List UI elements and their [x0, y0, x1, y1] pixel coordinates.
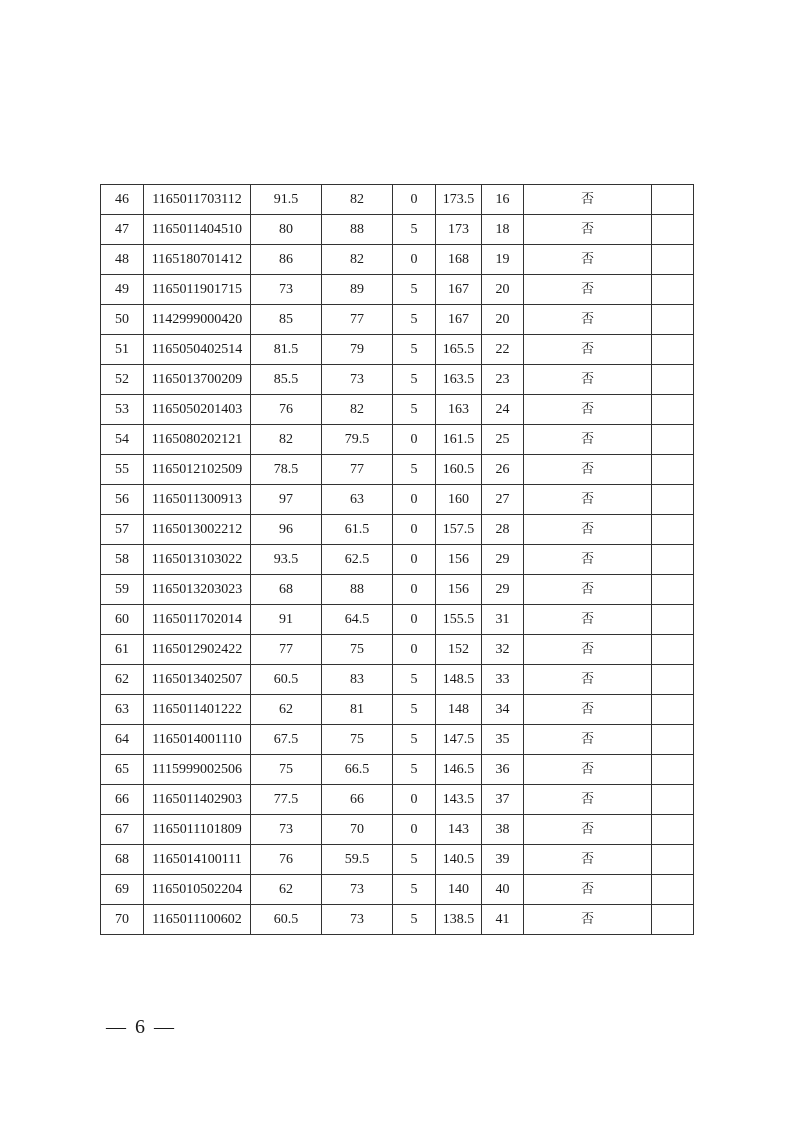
table-row	[101, 575, 694, 605]
table-row	[101, 455, 694, 485]
remarks-cell	[652, 545, 694, 575]
score-1-cell: 80	[251, 215, 322, 245]
row-index-cell: 63	[101, 695, 144, 725]
candidate-id-cell: 1165013402507	[144, 665, 251, 695]
bonus-cell: 0	[393, 185, 436, 215]
remarks-cell	[652, 305, 694, 335]
score-1-cell: 77	[251, 635, 322, 665]
row-index-cell: 54	[101, 425, 144, 455]
bonus-cell: 5	[393, 695, 436, 725]
row-index-cell: 70	[101, 905, 144, 935]
score-1-cell: 60.5	[251, 665, 322, 695]
score-2-cell: 73	[322, 875, 393, 905]
score-2-cell: 59.5	[322, 845, 393, 875]
rank-cell: 29	[482, 545, 524, 575]
bonus-cell: 0	[393, 485, 436, 515]
score-1-cell: 86	[251, 245, 322, 275]
rank-cell: 31	[482, 605, 524, 635]
score-2-cell: 63	[322, 485, 393, 515]
candidate-id-cell: 1165011702014	[144, 605, 251, 635]
score-1-cell: 91.5	[251, 185, 322, 215]
rank-cell: 18	[482, 215, 524, 245]
bonus-cell: 5	[393, 905, 436, 935]
score-2-cell: 77	[322, 455, 393, 485]
rank-cell: 40	[482, 875, 524, 905]
remarks-cell	[652, 575, 694, 605]
candidate-id-cell: 1165013103022	[144, 545, 251, 575]
rank-cell: 25	[482, 425, 524, 455]
score-1-cell: 96	[251, 515, 322, 545]
total-score-cell: 143	[436, 815, 482, 845]
remarks-cell	[652, 395, 694, 425]
candidate-id-cell: 1165011404510	[144, 215, 251, 245]
total-score-cell: 140.5	[436, 845, 482, 875]
score-2-cell: 75	[322, 635, 393, 665]
candidate-id-cell: 1165011703112	[144, 185, 251, 215]
status-cell: 否	[524, 395, 652, 425]
table-row	[101, 725, 694, 755]
bonus-cell: 0	[393, 545, 436, 575]
candidate-id-cell: 1165011100602	[144, 905, 251, 935]
score-1-cell: 82	[251, 425, 322, 455]
total-score-cell: 173	[436, 215, 482, 245]
rank-cell: 27	[482, 485, 524, 515]
table-row	[101, 275, 694, 305]
bonus-cell: 5	[393, 455, 436, 485]
remarks-cell	[652, 725, 694, 755]
total-score-cell: 160	[436, 485, 482, 515]
status-cell: 否	[524, 665, 652, 695]
candidate-id-cell: 1165180701412	[144, 245, 251, 275]
remarks-cell	[652, 455, 694, 485]
status-cell: 否	[524, 185, 652, 215]
candidate-id-cell: 1165014001110	[144, 725, 251, 755]
score-1-cell: 76	[251, 395, 322, 425]
score-1-cell: 97	[251, 485, 322, 515]
score-2-cell: 66.5	[322, 755, 393, 785]
row-index-cell: 67	[101, 815, 144, 845]
score-1-cell: 73	[251, 275, 322, 305]
rank-cell: 33	[482, 665, 524, 695]
total-score-cell: 167	[436, 275, 482, 305]
rank-cell: 28	[482, 515, 524, 545]
rank-cell: 16	[482, 185, 524, 215]
remarks-cell	[652, 185, 694, 215]
bonus-cell: 0	[393, 815, 436, 845]
candidate-id-cell: 1165010502204	[144, 875, 251, 905]
rank-cell: 35	[482, 725, 524, 755]
rank-cell: 39	[482, 845, 524, 875]
remarks-cell	[652, 785, 694, 815]
table-row	[101, 215, 694, 245]
total-score-cell: 165.5	[436, 335, 482, 365]
status-cell: 否	[524, 845, 652, 875]
status-cell: 否	[524, 875, 652, 905]
rank-cell: 37	[482, 785, 524, 815]
total-score-cell: 155.5	[436, 605, 482, 635]
remarks-cell	[652, 815, 694, 845]
row-index-cell: 60	[101, 605, 144, 635]
status-cell: 否	[524, 245, 652, 275]
score-2-cell: 82	[322, 185, 393, 215]
candidate-id-cell: 1165080202121	[144, 425, 251, 455]
status-cell: 否	[524, 755, 652, 785]
table-row	[101, 185, 694, 215]
status-cell: 否	[524, 515, 652, 545]
table-row	[101, 245, 694, 275]
rank-cell: 26	[482, 455, 524, 485]
bonus-cell: 5	[393, 725, 436, 755]
row-index-cell: 61	[101, 635, 144, 665]
status-cell: 否	[524, 365, 652, 395]
table-row	[101, 785, 694, 815]
candidate-id-cell: 1165012102509	[144, 455, 251, 485]
table-row	[101, 605, 694, 635]
rank-cell: 36	[482, 755, 524, 785]
bonus-cell: 5	[393, 275, 436, 305]
bonus-cell: 5	[393, 215, 436, 245]
score-2-cell: 79.5	[322, 425, 393, 455]
total-score-cell: 167	[436, 305, 482, 335]
row-index-cell: 58	[101, 545, 144, 575]
candidate-id-cell: 1165050402514	[144, 335, 251, 365]
table-row	[101, 695, 694, 725]
status-cell: 否	[524, 815, 652, 845]
table-row	[101, 515, 694, 545]
table-row	[101, 395, 694, 425]
remarks-cell	[652, 425, 694, 455]
remarks-cell	[652, 215, 694, 245]
status-cell: 否	[524, 725, 652, 755]
score-2-cell: 81	[322, 695, 393, 725]
status-cell: 否	[524, 695, 652, 725]
bonus-cell: 0	[393, 245, 436, 275]
score-2-cell: 82	[322, 245, 393, 275]
total-score-cell: 163.5	[436, 365, 482, 395]
remarks-cell	[652, 485, 694, 515]
score-2-cell: 82	[322, 395, 393, 425]
bonus-cell: 5	[393, 335, 436, 365]
bonus-cell: 0	[393, 785, 436, 815]
remarks-cell	[652, 245, 694, 275]
remarks-cell	[652, 275, 694, 305]
candidate-id-cell: 1165050201403	[144, 395, 251, 425]
bonus-cell: 0	[393, 575, 436, 605]
candidate-id-cell: 1165011401222	[144, 695, 251, 725]
bonus-cell: 5	[393, 395, 436, 425]
table-row	[101, 875, 694, 905]
candidate-id-cell: 1165013203023	[144, 575, 251, 605]
score-2-cell: 83	[322, 665, 393, 695]
rank-cell: 20	[482, 305, 524, 335]
candidate-id-cell: 1115999002506	[144, 755, 251, 785]
status-cell: 否	[524, 635, 652, 665]
candidate-id-cell: 1165013002212	[144, 515, 251, 545]
score-1-cell: 60.5	[251, 905, 322, 935]
total-score-cell: 138.5	[436, 905, 482, 935]
bonus-cell: 5	[393, 845, 436, 875]
status-cell: 否	[524, 785, 652, 815]
row-index-cell: 59	[101, 575, 144, 605]
table-row	[101, 905, 694, 935]
score-2-cell: 66	[322, 785, 393, 815]
score-2-cell: 70	[322, 815, 393, 845]
score-1-cell: 93.5	[251, 545, 322, 575]
total-score-cell: 173.5	[436, 185, 482, 215]
bonus-cell: 0	[393, 515, 436, 545]
score-1-cell: 62	[251, 695, 322, 725]
row-index-cell: 57	[101, 515, 144, 545]
status-cell: 否	[524, 455, 652, 485]
status-cell: 否	[524, 575, 652, 605]
remarks-cell	[652, 755, 694, 785]
total-score-cell: 148.5	[436, 665, 482, 695]
rank-cell: 29	[482, 575, 524, 605]
candidate-id-cell: 1165014100111	[144, 845, 251, 875]
candidate-id-cell: 1165011300913	[144, 485, 251, 515]
bonus-cell: 0	[393, 425, 436, 455]
score-2-cell: 89	[322, 275, 393, 305]
score-1-cell: 76	[251, 845, 322, 875]
status-cell: 否	[524, 305, 652, 335]
score-1-cell: 78.5	[251, 455, 322, 485]
total-score-cell: 160.5	[436, 455, 482, 485]
row-index-cell: 55	[101, 455, 144, 485]
status-cell: 否	[524, 545, 652, 575]
bonus-cell: 0	[393, 605, 436, 635]
score-2-cell: 88	[322, 215, 393, 245]
candidate-id-cell: 1142999000420	[144, 305, 251, 335]
score-1-cell: 77.5	[251, 785, 322, 815]
total-score-cell: 147.5	[436, 725, 482, 755]
rank-cell: 24	[482, 395, 524, 425]
table-body	[101, 185, 694, 935]
rank-cell: 34	[482, 695, 524, 725]
table-row	[101, 485, 694, 515]
status-cell: 否	[524, 425, 652, 455]
score-2-cell: 88	[322, 575, 393, 605]
table-row	[101, 635, 694, 665]
status-cell: 否	[524, 215, 652, 245]
remarks-cell	[652, 365, 694, 395]
bonus-cell: 5	[393, 875, 436, 905]
bonus-cell: 5	[393, 665, 436, 695]
score-1-cell: 75	[251, 755, 322, 785]
remarks-cell	[652, 515, 694, 545]
total-score-cell: 152	[436, 635, 482, 665]
candidate-id-cell: 1165011901715	[144, 275, 251, 305]
table-row	[101, 305, 694, 335]
bonus-cell: 0	[393, 635, 436, 665]
status-cell: 否	[524, 335, 652, 365]
status-cell: 否	[524, 905, 652, 935]
total-score-cell: 140	[436, 875, 482, 905]
score-1-cell: 81.5	[251, 335, 322, 365]
score-2-cell: 79	[322, 335, 393, 365]
total-score-cell: 143.5	[436, 785, 482, 815]
table-row	[101, 815, 694, 845]
rank-cell: 32	[482, 635, 524, 665]
row-index-cell: 69	[101, 875, 144, 905]
score-1-cell: 85	[251, 305, 322, 335]
status-cell: 否	[524, 605, 652, 635]
total-score-cell: 157.5	[436, 515, 482, 545]
row-index-cell: 49	[101, 275, 144, 305]
row-index-cell: 64	[101, 725, 144, 755]
row-index-cell: 51	[101, 335, 144, 365]
bonus-cell: 5	[393, 755, 436, 785]
row-index-cell: 65	[101, 755, 144, 785]
score-2-cell: 61.5	[322, 515, 393, 545]
score-1-cell: 73	[251, 815, 322, 845]
score-2-cell: 64.5	[322, 605, 393, 635]
total-score-cell: 156	[436, 575, 482, 605]
total-score-cell: 161.5	[436, 425, 482, 455]
total-score-cell: 156	[436, 545, 482, 575]
rank-cell: 38	[482, 815, 524, 845]
candidate-id-cell: 1165013700209	[144, 365, 251, 395]
score-1-cell: 67.5	[251, 725, 322, 755]
bonus-cell: 5	[393, 365, 436, 395]
remarks-cell	[652, 335, 694, 365]
remarks-cell	[652, 905, 694, 935]
table-row	[101, 545, 694, 575]
score-2-cell: 73	[322, 905, 393, 935]
row-index-cell: 53	[101, 395, 144, 425]
rank-cell: 41	[482, 905, 524, 935]
total-score-cell: 148	[436, 695, 482, 725]
rank-cell: 22	[482, 335, 524, 365]
remarks-cell	[652, 605, 694, 635]
table-row	[101, 665, 694, 695]
table-row	[101, 755, 694, 785]
table-row	[101, 335, 694, 365]
row-index-cell: 52	[101, 365, 144, 395]
row-index-cell: 46	[101, 185, 144, 215]
score-1-cell: 85.5	[251, 365, 322, 395]
status-cell: 否	[524, 485, 652, 515]
score-1-cell: 68	[251, 575, 322, 605]
results-table	[100, 184, 694, 935]
remarks-cell	[652, 695, 694, 725]
rank-cell: 20	[482, 275, 524, 305]
status-cell: 否	[524, 275, 652, 305]
total-score-cell: 146.5	[436, 755, 482, 785]
table-row	[101, 425, 694, 455]
row-index-cell: 56	[101, 485, 144, 515]
score-2-cell: 77	[322, 305, 393, 335]
row-index-cell: 47	[101, 215, 144, 245]
score-2-cell: 62.5	[322, 545, 393, 575]
row-index-cell: 50	[101, 305, 144, 335]
remarks-cell	[652, 875, 694, 905]
rank-cell: 23	[482, 365, 524, 395]
table-row	[101, 845, 694, 875]
bonus-cell: 5	[393, 305, 436, 335]
row-index-cell: 62	[101, 665, 144, 695]
table-row	[101, 365, 694, 395]
candidate-id-cell: 1165011402903	[144, 785, 251, 815]
total-score-cell: 168	[436, 245, 482, 275]
rank-cell: 19	[482, 245, 524, 275]
remarks-cell	[652, 635, 694, 665]
score-1-cell: 91	[251, 605, 322, 635]
candidate-id-cell: 1165012902422	[144, 635, 251, 665]
candidate-id-cell: 1165011101809	[144, 815, 251, 845]
remarks-cell	[652, 845, 694, 875]
remarks-cell	[652, 665, 694, 695]
score-2-cell: 73	[322, 365, 393, 395]
row-index-cell: 68	[101, 845, 144, 875]
score-2-cell: 75	[322, 725, 393, 755]
row-index-cell: 66	[101, 785, 144, 815]
total-score-cell: 163	[436, 395, 482, 425]
row-index-cell: 48	[101, 245, 144, 275]
score-1-cell: 62	[251, 875, 322, 905]
page-number: — 6 —	[106, 1016, 176, 1038]
